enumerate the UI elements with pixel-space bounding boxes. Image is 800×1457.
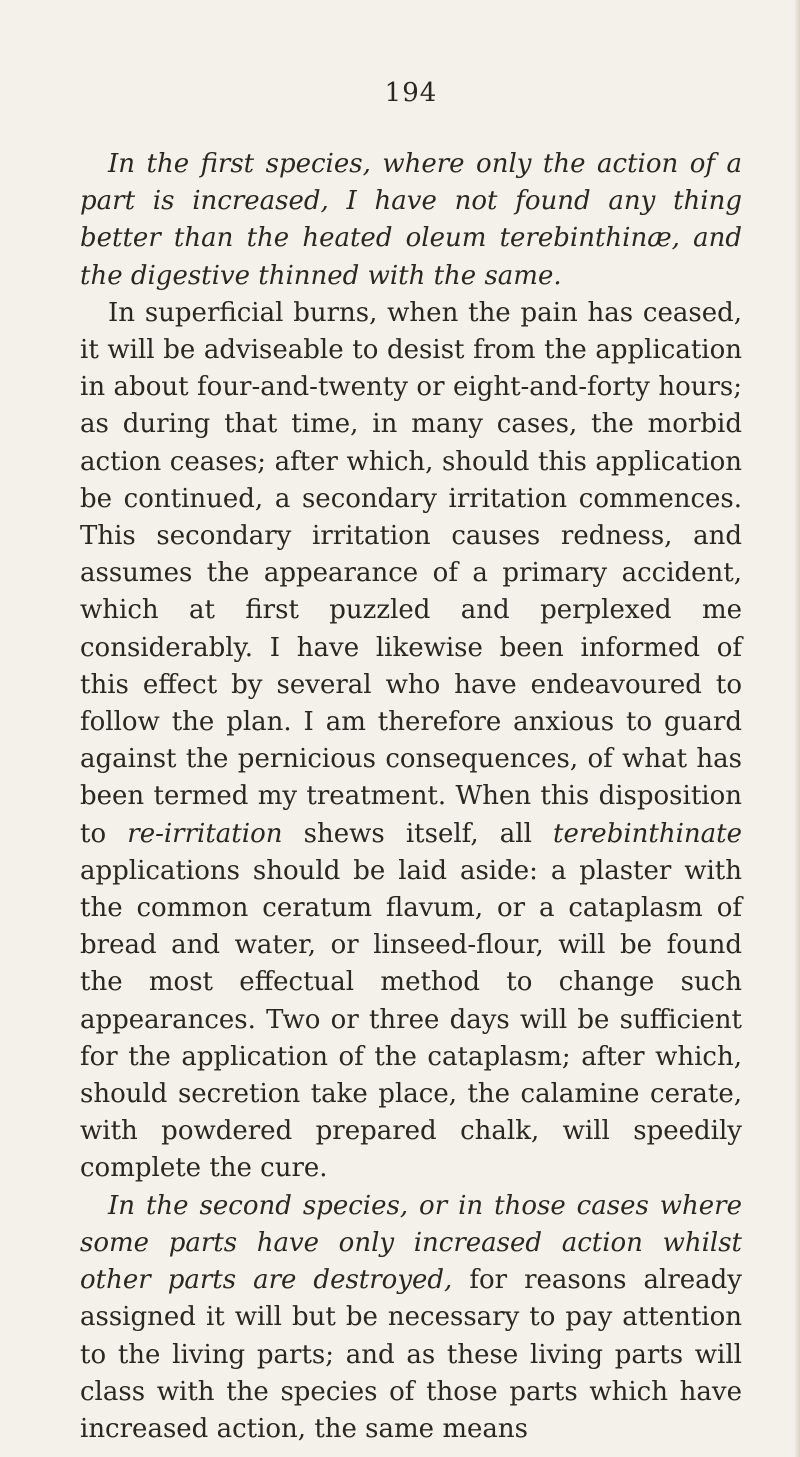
paragraph-superficial-burns-text-1: In superficial burns, when the pain has ceased, it will be adviseable to desist from the application in about four-and-twenty or eight-and-forty hours; as during that time, in many cases, the morbid action ceases; after which, should this application be continued, a secondary irritation commences. This secondary irritation causes redness, and assumes the appearance of a primary accident, which at first puzzled and perplexed me considerably. I have likewise been informed of this effect by several who have endeavoured to follow the plan. I am therefore anxious to guard against the pernicious consequences, of what has been termed my treatment. When this disposition to: [80, 297, 742, 849]
italic-term-re-irritation: re-irritation: [127, 818, 283, 849]
page-number: 194: [384, 78, 438, 108]
paragraph-first-species-text: In the first species, where only the action of a part is increased, I have not found any thing better than the heated oleum terebinthinæ, and the digestive thinned with the same.: [80, 149, 742, 291]
paragraph-superficial-burns-text-2: shews itself, all: [282, 818, 554, 849]
paragraph-first-species: [80, 146, 742, 295]
italic-term-terebinthinate: terebinthinate: [553, 818, 742, 849]
page-edge-shadow: [794, 0, 800, 1457]
paragraph-superficial-burns: [80, 295, 742, 1188]
paragraph-second-species-italic: In the second species, or in those cases where some parts have only increased action whilst other parts are destroyed,: [80, 1190, 742, 1296]
paragraph-second-species: [80, 1188, 742, 1448]
paragraph-superficial-burns-text-3: applications should be laid aside: a plaster with the common ceratum flavum, or a cataplasm of bread and water, or linseed-flour, will be found the most effectual method to change such appearances. Two or three days will be sufficient for the application of the cataplasm; after which, should secretion take place, the calamine cerate, with powdered prepared chalk, will speedily complete the cure.: [80, 855, 742, 1184]
paragraph-second-species-text: for reasons already assigned it will but be necessary to pay attention to the living parts; and as these living parts will class with the species of those parts which have increased action, the same means: [80, 1265, 742, 1444]
